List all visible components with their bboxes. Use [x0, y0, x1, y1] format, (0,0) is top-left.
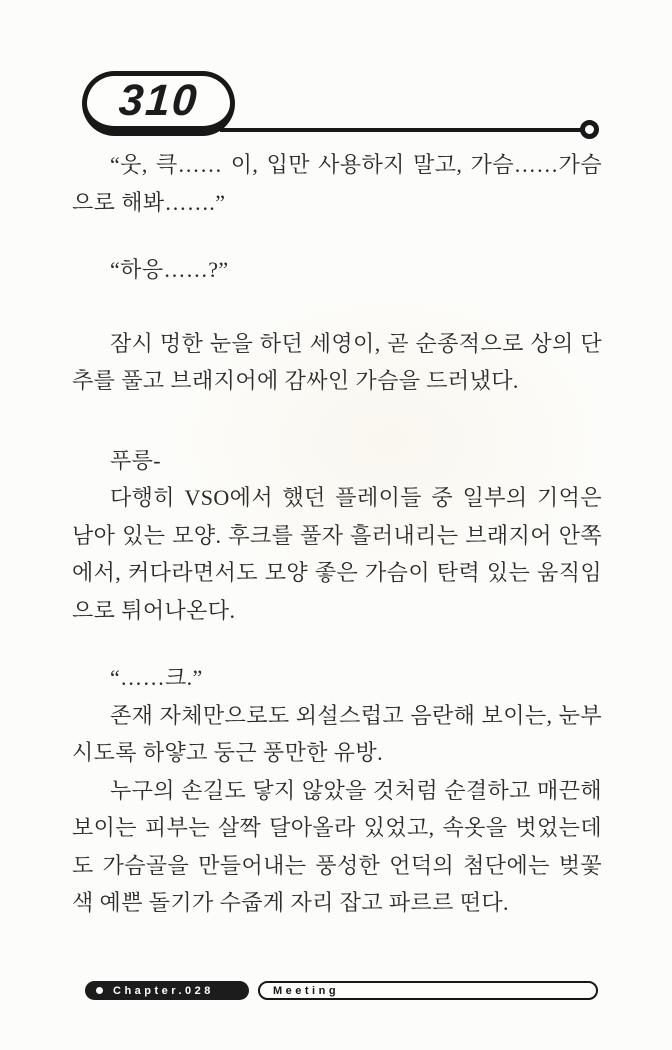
sfx-paragraph: 푸릉- [110, 447, 162, 473]
dialogue-paragraph: “하응……?” [110, 257, 229, 282]
body-text [72, 146, 602, 922]
narration-paragraph: 누구의 손길도 닿지 않았을 것처럼 순결하고 매끈해 보이는 피부는 살짝 달아올라 있었고, 속옷을 벗었는데도 가슴골을 만들어내는 풍성한 언덕의 첨단에는 벚꽃색 예쁜 돌기가 수줍게 자리 잡고 파르르 떤다. [72, 777, 602, 915]
header-rule [220, 128, 584, 132]
dialogue-paragraph: “웃, 큭…… 이, 입만 사용하지 말고, 가슴……가슴으로 해봐…….” [72, 152, 602, 215]
chapter-pill [85, 981, 249, 1000]
section-label: Meeting [273, 984, 340, 997]
section-pill [258, 981, 598, 1000]
header-rule-end-ring-icon [580, 120, 599, 139]
narration-paragraph: 존재 자체만으로도 외설스럽고 음란해 보이는, 눈부시도록 하얗고 둥근 풍만한 유방. [72, 702, 602, 765]
page-number-badge [82, 71, 235, 136]
page-number: 310 [117, 76, 200, 125]
narration-paragraph: 다행히 VSO에서 했던 플레이들 중 일부의 기억은 남아 있는 모양. 후크를 풀자 흘러내리는 브래지어 안쪽에서, 커다라면서도 모양 좋은 가슴이 탄력 있는 움직임으로 튀어나온다. [72, 485, 602, 623]
narration-paragraph: 잠시 멍한 눈을 하던 세영이, 곧 순종적으로 상의 단추를 풀고 브래지어에 감싸인 가슴을 드러냈다. [72, 330, 602, 393]
dialogue-paragraph: “……크.” [110, 665, 203, 690]
chapter-label: Chapter.028 [113, 984, 214, 997]
bullet-icon [96, 987, 103, 994]
